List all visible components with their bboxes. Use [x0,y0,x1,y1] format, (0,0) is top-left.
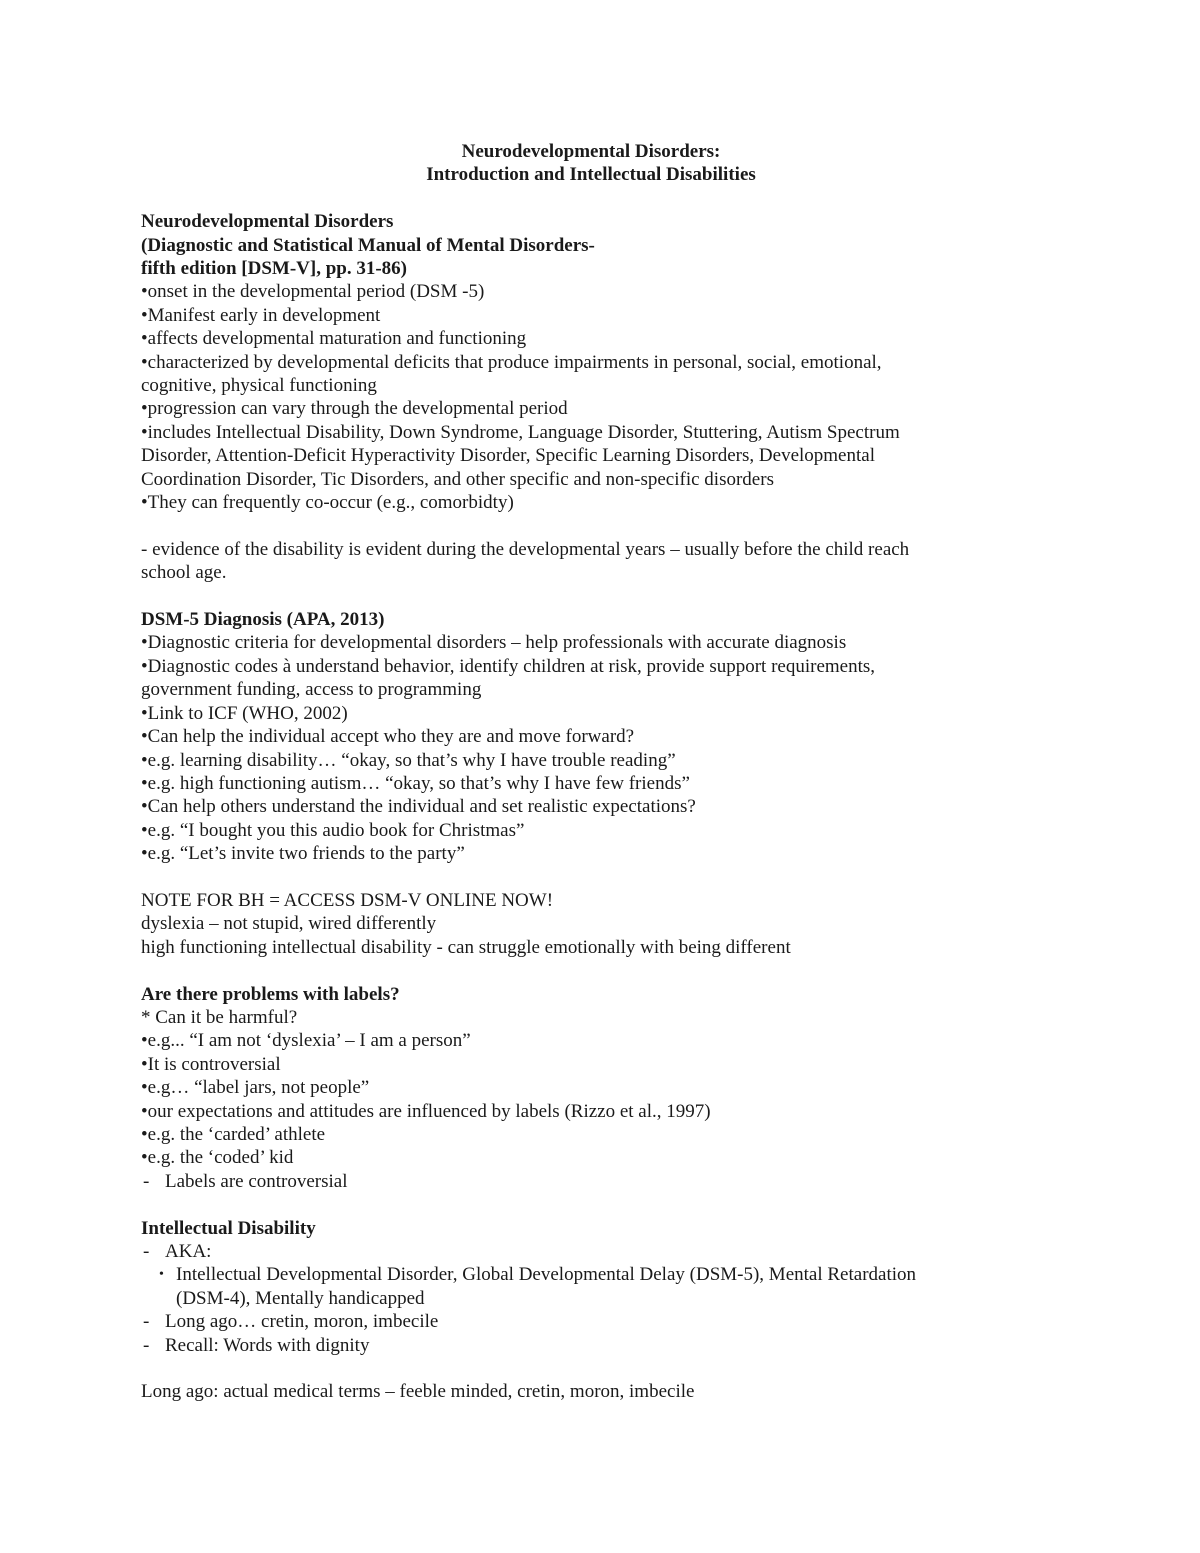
note-line: high functioning intellectual disability - can struggle emotionally with being different [141,936,791,958]
evidence-line: - evidence of the disability is evident during the developmental years – usually before the child reach [141,538,910,560]
dash-item-text: Long ago… cretin, moron, imbecile [165,1311,439,1333]
note-line: dyslexia – not stupid, wired differently [141,913,437,935]
dash-marker: - [143,1241,150,1262]
bullet-line: •Link to ICF (WHO, 2002) [141,702,348,724]
bullet-line: •includes Intellectual Disability, Down Syndrome, Language Disorder, Stuttering, Autism Spectrum [141,421,900,443]
bullet-line: •e.g... “I am not ‘dyslexia’ – I am a person” [141,1030,471,1052]
spacer [141,1357,1041,1380]
note-line: NOTE FOR BH = ACCESS DSM-V ONLINE NOW! [141,889,554,911]
bullet-line: * Can it be harmful? [141,1006,298,1028]
section-heading: Intellectual Disability [141,1217,316,1239]
dash-item-text: Labels are controversial [165,1170,348,1192]
bullet-marker: • [159,1267,164,1283]
dash-marker: - [143,1170,150,1192]
dash-marker: - [143,1334,150,1356]
spacer [141,585,1041,608]
bullet-line: •affects developmental maturation and functioning [141,328,527,350]
spacer [141,187,1041,210]
sub-bullet-text: (DSM-4), Mentally handicapped [176,1287,425,1309]
bullet-line: •e.g. the ‘coded’ kid [141,1147,294,1169]
dash-item-text: Recall: Words with dignity [165,1334,370,1356]
bullet-line: •It is controversial [141,1053,281,1075]
bullet-line: •characterized by developmental deficits that produce impairments in personal, social, emotional, [141,351,882,373]
bullet-line: •Diagnostic criteria for developmental disorders – help professionals with accurate diagnosis [141,632,847,654]
dash-item [141,1170,1041,1193]
bullet-line: •Can help the individual accept who they are and move forward? [141,726,635,748]
dash-item [141,1240,1041,1263]
dash-item [141,1310,1041,1333]
closing-line: Long ago: actual medical terms – feeble minded, cretin, moron, imbecile [141,1381,695,1403]
document-title-line-2: Introduction and Intellectual Disabilities [426,164,756,186]
document-page [141,140,1041,1404]
spacer [141,866,1041,889]
bullet-line: •e.g. the ‘carded’ athlete [141,1123,326,1145]
bullet-line: •e.g… “label jars, not people” [141,1077,370,1099]
dash-marker: - [143,1311,150,1333]
section-heading: Neurodevelopmental Disorders [141,211,394,233]
bullet-line: •Can help others understand the individual and set realistic expectations? [141,796,696,818]
bullet-line-continuation: Disorder, Attention-Deficit Hyperactivity Disorder, Specific Learning Disorders, Developmental [141,445,875,467]
bullet-line: •e.g. learning disability… “okay, so that’s why I have trouble reading” [141,749,676,771]
section-subheading: fifth edition [DSM-V], pp. 31-86) [141,258,407,280]
bullet-line-continuation: Coordination Disorder, Tic Disorders, and other specific and non-specific disorders [141,468,774,490]
bullet-line: •They can frequently co-occur (e.g., comorbidty) [141,492,514,514]
sub-bullet-text: Intellectual Developmental Disorder, Global Developmental Delay (DSM-5), Mental Retardation [176,1264,917,1286]
spacer [141,1193,1041,1216]
section-subheading: (Diagnostic and Statistical Manual of Mental Disorders- [141,234,595,256]
dash-item-text: AKA: [165,1241,212,1262]
bullet-line: •progression can vary through the developmental period [141,398,568,420]
section-heading: DSM-5 Diagnosis (APA, 2013) [141,609,385,631]
bullet-line: •e.g. “I bought you this audio book for Christmas” [141,819,525,841]
section-neurodevelopmental-disorders [141,210,1041,584]
section-dsm5-diagnosis [141,608,1041,959]
section-heading: Are there problems with labels? [141,983,400,1005]
spacer [141,514,1041,537]
bullet-line: •Manifest early in development [141,304,381,326]
section-intellectual-disability [141,1217,1041,1404]
evidence-line-continuation: school age. [141,562,227,584]
bullet-line: •our expectations and attitudes are influenced by labels (Rizzo et al., 1997) [141,1100,711,1122]
section-labels [141,983,1041,1194]
bullet-line-continuation: cognitive, physical functioning [141,375,377,397]
sub-bullet-item-continuation [141,1287,1041,1310]
document-title-line-1: Neurodevelopmental Disorders: [461,141,721,162]
bullet-line: •onset in the developmental period (DSM -5) [141,281,485,303]
bullet-line-continuation: government funding, access to programming [141,679,482,701]
bullet-line: •Diagnostic codes à understand behavior, identify children at risk, provide support requirements, [141,655,876,677]
dash-item [141,1334,1041,1357]
bullet-line: •e.g. high functioning autism… “okay, so that’s why I have few friends” [141,772,690,794]
sub-bullet-item [141,1263,1041,1286]
bullet-line: •e.g. “Let’s invite two friends to the party” [141,843,465,865]
spacer [141,959,1041,982]
